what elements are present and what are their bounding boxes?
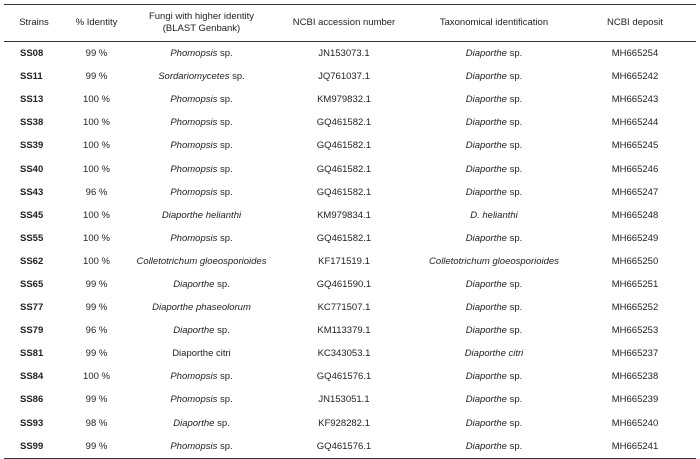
taxon-suffix: sp. [506,278,523,290]
fungi-name: Phomopsis [170,440,218,452]
table-row [4,227,696,250]
deposit-cell: MH665250 [611,255,659,267]
taxon-name: Colletotrichum gloeosporioides [429,255,559,267]
table-row [4,296,696,319]
deposit-cell: MH665246 [611,163,659,175]
fungi-cell [129,157,274,180]
identity-cell: 100 % [83,255,110,267]
deposit-cell: MH665242 [611,71,659,83]
fungi-cell [129,88,274,111]
header-fungi-line2: (BLAST Genbank) [162,23,241,34]
accession-cell: GQ461576.1 [316,371,372,383]
strain-cell: SS40 [20,163,44,175]
accession-cell: GQ461590.1 [316,278,372,290]
fungi-suffix: sp. [217,163,233,175]
taxon-name: Diaporthe [465,163,507,175]
taxonomy-cell [414,388,574,411]
header-row [4,5,696,42]
table-row [4,204,696,227]
taxon-suffix: sp. [506,371,523,383]
taxon-suffix: sp. [506,163,523,175]
taxon-name: Diaporthe [465,278,507,290]
fungi-cell [129,296,274,319]
accession-cell: JQ761037.1 [318,71,370,83]
taxon-suffix: sp. [506,94,523,106]
table-row [4,181,696,204]
strain-cell: SS79 [20,325,44,337]
fungi-suffix: sp. [217,117,233,129]
deposit-cell: MH665249 [611,232,659,244]
fungi-cell [129,65,274,88]
taxon-name: Diaporthe [465,302,507,314]
fungi-name: Phomopsis [170,94,218,106]
taxonomy-cell [414,227,574,250]
taxonomy-cell [414,365,574,388]
strain-cell: SS93 [20,417,44,429]
taxon-name: Diaporthe [465,48,507,60]
deposit-cell: MH665252 [611,302,659,314]
taxon-suffix: sp. [506,302,523,314]
identity-cell: 100 % [83,163,110,175]
fungi-cell [129,111,274,134]
fungi-suffix: sp. [214,325,230,337]
deposit-cell: MH665244 [611,117,659,129]
taxon-suffix: sp. [506,48,523,60]
accession-cell: KM113379.1 [317,325,371,337]
identity-cell: 99 % [85,302,108,314]
header-deposit: NCBI deposit [574,5,696,42]
strain-cell: SS81 [20,348,44,360]
fungi-name: Diaporthe [173,325,215,337]
deposit-cell: MH665241 [574,435,696,459]
header-fungi [129,5,274,42]
strain-cell: SS77 [20,302,44,314]
strain-cell: SS86 [20,394,44,406]
accession-cell: GQ461582.1 [316,163,372,175]
accession-cell: GQ461582.1 [316,232,372,244]
deposit-cell: MH665247 [611,186,659,198]
header-fungi-line1: Fungi with higher identity [148,11,255,22]
strain-cell: SS11 [20,71,43,83]
deposit-cell: MH665253 [611,325,659,337]
fungi-cell [129,250,274,273]
fungi-suffix: sp. [217,232,233,244]
strain-cell: SS39 [20,140,44,152]
strain-cell: SS99 [4,435,64,459]
fungi-name: Phomopsis [170,232,218,244]
fungi-suffix: sp. [229,71,245,83]
fungi-name: Diaporthe [173,417,215,429]
fungi-name: Diaporthe helianthi [161,209,242,221]
deposit-cell: MH665245 [611,140,659,152]
identity-cell: 99 % [85,48,108,60]
fungi-cell [129,342,274,365]
identity-cell: 99 % [85,348,108,360]
accession-cell: KF928282.1 [318,417,370,429]
taxonomy-cell [414,273,574,296]
taxonomy-cell [414,65,574,88]
taxon-name: Diaporthe [465,140,507,152]
strain-cell: SS43 [20,186,44,198]
fungi-cell [129,319,274,342]
taxon-name: Diaporthe [465,94,507,106]
deposit-cell: MH665238 [611,371,659,383]
taxon-suffix: sp. [506,117,523,129]
taxonomy-cell [414,435,574,459]
taxon-name: D. helianthi [470,209,518,221]
table-header [4,5,696,42]
accession-cell: GQ461582.1 [316,186,372,198]
strain-cell: SS38 [20,117,44,129]
strain-cell: SS65 [20,278,44,290]
identity-cell: 99 % [85,394,108,406]
taxon-name: Diaporthe [465,232,507,244]
fungi-cell [129,435,274,459]
accession-cell: KM979834.1 [317,209,371,221]
accession-cell: KF171519.1 [318,255,370,267]
deposit-cell: MH665254 [611,48,659,60]
fungi-name: Phomopsis [170,140,218,152]
taxonomy-cell [414,181,574,204]
fungi-name: Diaporthe citri [172,348,231,360]
identity-cell: 100 % [83,117,110,129]
taxon-suffix: sp. [506,440,523,452]
taxonomy-cell [414,157,574,180]
fungi-name: Diaporthe [173,278,215,290]
identity-cell: 100 % [83,232,110,244]
header-accession: NCBI accession number [274,5,414,42]
deposit-cell: MH665237 [611,348,659,360]
table-row [4,111,696,134]
fungi-cell [129,227,274,250]
fungi-suffix: sp. [217,371,233,383]
fungi-name: Phomopsis [170,163,218,175]
fungi-suffix: sp. [217,140,233,152]
taxon-name: Diaporthe [465,117,507,129]
taxon-suffix: sp. [506,186,523,198]
taxon-suffix: sp. [506,417,523,429]
header-taxonomy: Taxonomical identification [414,5,574,42]
identity-cell: 99 % [85,71,108,83]
table-row [4,42,696,66]
taxon-name: Diaporthe [465,417,507,429]
taxonomy-cell [414,134,574,157]
table-row [4,88,696,111]
deposit-cell: MH665251 [611,278,659,290]
fungi-name: Phomopsis [170,117,218,129]
deposit-cell: MH665248 [611,209,659,221]
taxonomy-cell [414,42,574,66]
fungi-cell [129,134,274,157]
table-row [4,388,696,411]
identity-cell: 98 % [85,417,108,429]
taxonomy-cell [414,204,574,227]
table-row [4,250,696,273]
taxon-name: Diaporthe [465,394,507,406]
taxonomy-cell [414,88,574,111]
fungi-suffix: sp. [214,278,230,290]
accession-cell: JN153051.1 [318,394,370,406]
fungi-cell [129,42,274,66]
taxon-suffix: sp. [506,325,523,337]
table-row [4,319,696,342]
taxon-name: Diaporthe [465,71,507,83]
identity-cell: 100 % [83,209,110,221]
table-row [4,157,696,180]
fungi-cell [129,181,274,204]
taxonomy-cell [414,111,574,134]
fungi-suffix: sp. [217,48,233,60]
strain-cell: SS62 [20,255,44,267]
taxon-suffix: sp. [506,71,523,83]
identity-cell: 100 % [83,94,110,106]
strain-cell: SS55 [20,232,44,244]
table-row [4,273,696,296]
fungi-cell [129,273,274,296]
fungi-cell [129,204,274,227]
fungi-name: Phomopsis [170,371,218,383]
accession-cell: KM979832.1 [317,94,371,106]
taxon-suffix: sp. [506,140,523,152]
fungi-name: Phomopsis [170,394,218,406]
table-row [4,412,696,435]
taxon-name: Diaporthe [465,440,507,452]
deposit-cell: MH665239 [611,394,659,406]
fungi-suffix: sp. [214,417,230,429]
fungi-cell [129,365,274,388]
accession-cell: KC343053.1 [317,348,371,360]
identity-cell: 96 % [85,186,108,198]
accession-cell: JN153073.1 [318,48,370,60]
taxonomy-cell [414,296,574,319]
header-strains: Strains [4,5,64,42]
fungi-name: Colletotrichum gloeosporioides [136,255,267,267]
accession-cell: GQ461582.1 [316,140,372,152]
fungi-suffix: sp. [217,186,233,198]
deposit-cell: MH665240 [611,417,659,429]
fungi-name: Phomopsis [170,48,218,60]
fungi-name: Sordariomycetes [158,71,230,83]
accession-cell: GQ461576.1 [274,435,414,459]
fungi-name: Diaporthe phaseolorum [152,302,251,314]
taxon-suffix: sp. [506,394,523,406]
taxon-suffix: sp. [506,232,523,244]
table-row [4,342,696,365]
accession-cell: KC771507.1 [317,302,371,314]
taxon-name: Diaporthe [465,371,507,383]
fungi-identification-table [4,4,696,459]
fungi-cell [129,412,274,435]
fungi-suffix: sp. [217,440,233,452]
strain-cell: SS08 [20,48,44,60]
table-row [4,435,696,459]
identity-cell: 99 % [64,435,129,459]
header-identity: % Identity [64,5,129,42]
fungi-name: Phomopsis [170,186,218,198]
table-row [4,134,696,157]
identity-cell: 96 % [85,325,108,337]
deposit-cell: MH665243 [611,94,659,106]
taxonomy-cell [414,319,574,342]
table-row [4,65,696,88]
identity-cell: 99 % [85,278,108,290]
taxon-name: Diaporthe [465,325,507,337]
strain-cell: SS45 [20,209,44,221]
fungi-suffix: sp. [217,394,233,406]
taxonomy-cell [414,412,574,435]
accession-cell: GQ461582.1 [316,117,372,129]
taxonomy-cell [414,250,574,273]
table-body [4,42,696,459]
fungi-cell [129,388,274,411]
identity-cell: 100 % [83,371,110,383]
identity-cell: 100 % [83,140,110,152]
strain-cell: SS84 [20,371,44,383]
taxonomy-cell [414,342,574,365]
fungi-suffix: sp. [217,94,233,106]
taxon-name: Diaporthe [465,186,507,198]
table-row [4,365,696,388]
taxon-name: Diaporthe citri [464,348,524,360]
strain-cell: SS13 [20,94,44,106]
